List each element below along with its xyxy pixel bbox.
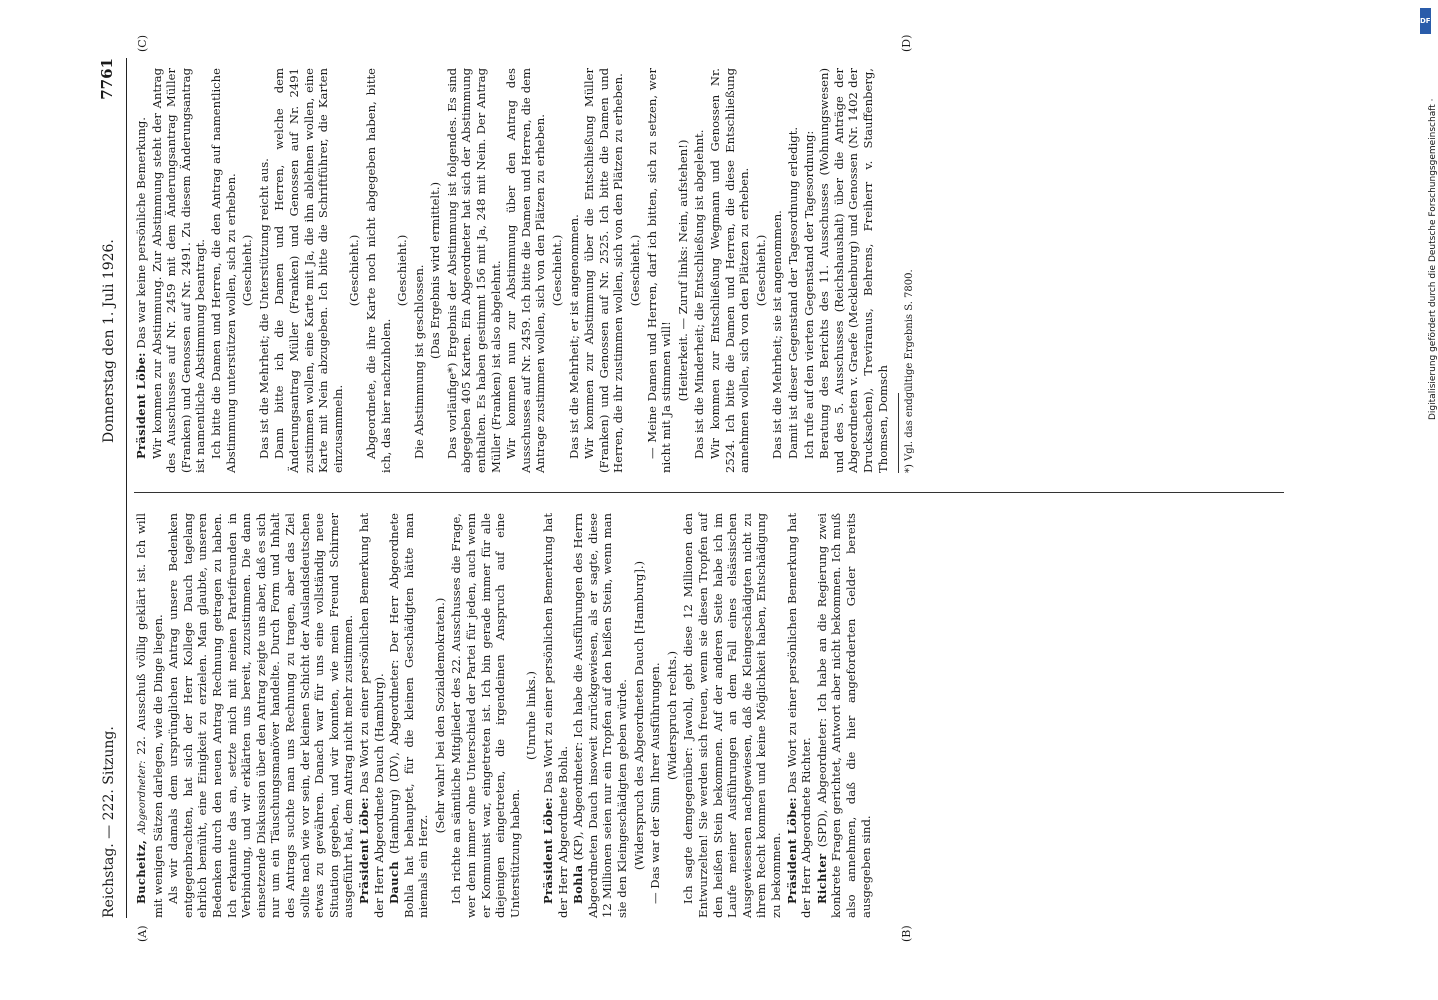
interjection: (Widerspruch rechts.) [664,651,679,780]
paragraph [770,68,785,473]
margin-letter-c: (C) [136,35,149,52]
paragraph [567,68,582,473]
paragraph-text: Die Abstimmung ist geschlossen. [411,264,426,459]
paragraph [817,68,890,473]
speech-paragraph [357,513,386,918]
paragraph [150,68,208,473]
paragraph-text: Beratung des Berichts des 11. Ausschusses (Wohnungswesen) und des 5. Ausschusses (Reichshaushalt) über die Anträge der Abgeordneten v. Graefe (Mecklenburg) und Genossen (Nr. 1402 der Drucksachen), Treviranus, Behrens, Freiherr v. Stauffenberg, Thomsen, Domsch [817,68,890,473]
paragraph-text: Dann bitte ich die Damen und Herren, welche dem Änderungsantrag Müller (Franken) und Genossen auf Nr. 2491 zustimmen wollen, eine Karte mit Ja, die ihn ablehnen wollen, eine Karte mit Nein abzugeben. Ich bitte die Schriftführer, die Karten einzusammeln. [272,68,345,473]
speaker-name: Präsident Löbe: [784,797,799,904]
paragraph-text: Das war keine persönliche Bemerkung. [134,117,148,349]
speaker-role: (KP), Abgeordneter: [571,741,586,861]
speaker-role: (Hamburg) (DV), Abgeordneter: [387,659,402,855]
speech-paragraph [134,513,165,918]
paragraph [708,68,752,473]
speaker-name: Präsident Löbe: [356,797,371,904]
paragraph-text: Wir kommen nun zur Abstimmung über den Antrag des Ausschusses auf Nr. 2459. Ich bitte die Damen und Herren, die dem Antrage zustimmen wollen, sich von den Plätzen zu erheben. [504,68,548,473]
paragraph [802,68,817,473]
paragraph [412,68,427,473]
paragraph-text: Das ist die Mehrheit; sie ist angenommen. [770,210,785,459]
paragraph-text: Das ist die Mehrheit; er ist angenommen. [566,214,581,459]
interjection: (Geschieht.) [240,234,255,307]
margin-letter-a: (A) [136,925,149,942]
interjection: (Widerspruch des Abgeordneten Dauch [Hamburg].) [631,560,646,871]
interjection: (Das Ergebnis wird ermittelt.) [428,181,443,360]
speech-paragraph [785,513,814,918]
paragraph [209,68,238,473]
interjection: (Unruhe links.) [524,671,539,760]
right-column-body [134,68,890,473]
paragraph-text: Ich rufe auf den vierten Gegenstand der Tagesordnung: [801,130,816,459]
paragraph-text: Wir kommen zur Entschließung Wegmann und Genossen Nr. 2524. Ich bitte die Damen und Herren, die diese Entschließung annehmen wollen, sich von den Plätzen zu erheben. [707,68,752,473]
footnote: *) Vgl. das endgültige Ergebnis S. 7800. [904,269,916,473]
speaker-name: Bucheitz, [134,839,148,904]
speech-paragraph [134,68,149,473]
interjection: (Geschieht.) [753,234,768,307]
speaker-name: Bohla [571,864,586,904]
paragraph [445,68,503,473]
margin-letter-d: (D) [900,34,913,52]
interjection: (Sehr wahr! bei den Sozialdemokraten.) [432,597,447,834]
speech-paragraph [387,513,431,918]
paragraph-text: Das vorläufige*) Ergebnis der Abstimmung ist folgendes. Es sind abgegeben 405 Karten. Ein Abgeordneter hat sich der Abstimmung enthalten. Es haben gestimmt 156 mit Ja, 248 mit Nein. Der Antrag Müller (Franken) ist also abgelehnt. [444,68,503,473]
paragraph-text: Ich bitte die Damen und Herren, die den Antrag auf namentliche Abstimmung unterstützen wollen, sich zu erheben. [208,68,238,473]
paragraph [582,68,626,473]
paragraph-text: Das ist die Minderheit; die Entschließung ist abgelehnt. [692,129,707,459]
header-session: Reichstag. — 222. Sitzung. [101,726,117,918]
paragraph-text: Der Herr Abgeordnete Bohla hat behauptet, für die kleinen Geschädigten hätte man niemals ein Herz. [387,512,431,918]
speaker-name: Präsident Löbe: [541,797,556,904]
interjection: (Geschieht.) [550,234,565,307]
digitization-credit [1412,8,1438,428]
paragraph [364,68,393,473]
paragraph-text: Ich sagte demgegenüber: Jawohl, gebt diese 12 Millionen den Entwurzelten! Sie werden sich freuen, wenn sie diesen Tropfen auf den heißen Stein bekommen. Auf der anderen Seite habe ich im Laufe meiner Ausführungen an dem Fall eines elsässischen Ausgewiesenen nachgewiesen, daß die Kleingeschädigten nicht zu ihrem Recht kommen und keine Möglichkeit haben, Entschädigung zu bekommen. [681,513,783,918]
header-rule [126,58,127,918]
paragraph [272,68,345,473]
header-date: Donnerstag den 1. Juli 1926. [101,239,117,443]
speech-paragraph [541,513,570,918]
margin-letter-b: (B) [900,925,913,942]
paragraph-text: Wir kommen zur Abstimmung über die Entschließung Müller (Franken) und Genossen auf Nr. 2525. Ich bitte die Damen und Herren, die ihr zustimmen wollen, sich von den Plätzen zu erheben. [582,68,626,473]
speech-paragraph [571,513,629,918]
speech-paragraph [815,513,873,918]
right-column [134,68,918,473]
rotated-page [98,34,1330,942]
speaker-role: (SPD), Abgeordneter: [814,717,829,848]
paragraph-text: Ich habe an die Regierung zwei konkrete Fragen gerichtet, Antwort aber nicht bekommen. Ich muß also annehmen, daß die hier angeforderten Gelder bereits ausgegeben sind. [814,512,873,918]
interjection: (Heiterkeit. — Zuruf links: Nein, aufstehen!) [675,139,690,402]
paragraph-text: Das Wort zu einer persönlichen Bemerkung hat der Herr Abgeordnete Dauch (Hamburg). [356,513,386,918]
paragraph [681,513,783,918]
paragraph [648,513,663,918]
speaker-role: Abgeordneter: [137,760,148,835]
speaker-name: Dauch [387,861,402,904]
left-column [134,513,874,918]
paragraph-text: Wir kommen zur Abstimmung. Zur Abstimmung steht der Antrag des Ausschusses auf Nr. 2459 mit dem Änderungsantrag Müller (Franken) und Genossen auf Nr. 2491. Zu diesem Änderungsantrag ist namentliche Abstimmung beantragt. [149,68,208,473]
speaker-name: Präsident Löbe: [134,352,148,459]
paragraph-text: Abgeordnete, die ihre Karte noch nicht abgegeben haben, bitte ich, das hier nachzuholen. [363,68,393,473]
paragraph-text: Ich habe die Ausführungen des Herrn Abgeordneten Dauch insoweit zurückgewiesen, als er sagte, diese 12 Millionen seien nur ein Tropfen auf den heißen Stein, wenn man sie den Kleingeschädigten geben würde. [571,512,629,918]
paragraph-text: Damit ist dieser Gegenstand der Tagesordnung erledigt. [785,126,800,459]
paragraph [786,68,801,473]
paragraph-text: — Meine Damen und Herren, darf ich bitten, sich zu setzen, wer nicht mit Ja stimmen will! [644,68,674,473]
interjection: (Geschieht.) [347,234,362,307]
paragraph [645,68,674,473]
interjection: (Geschieht.) [628,234,642,307]
footnote-rule [898,393,899,473]
paragraph-text: 22. Ausschuß völlig geklärt ist. Ich will mit wenigen Sätzen darlegen, wie die Dinge liegen. [134,512,165,918]
page-header [100,58,122,918]
paragraph [692,68,707,473]
dfg-logo: DFG [1420,8,1431,34]
paragraph-text: Als wir damals dem ursprünglichen Antrag unsere Bedenken entgegenbrachten, hat sich der Herr Kollege Dauch tagelang ehrlich bemüht, eine Einigkeit zu erzielen. Man glaubte, unseren Bedenken durch den neuen Antrag Rechnung getragen zu haben. Ich erkannte das an, setzte mich mit meinen Parteifreunden in Verbindung, und wir erklärten uns bereit, zuzustimmen. Die dann einsetzende Diskussion über den Antrag zeigte uns aber, daß es sich nur um ein Täuschungsmanöver handelte. Durch Form und Inhalt des Antrags suchte man uns Rechnung zu tragen, aber das Ziel sollte nach wie vor sein, der kleinen Schicht der Auslandsdeutschen etwas zu gewähren. Danach war für uns eine vollständig neue Situation gegeben, und wir konnten, wie mein Freund Schirmer ausgeführt hat, dem Antrag nicht mehr zustimmen. [166,513,356,918]
paragraph-text: Ich richte an sämtliche Mitglieder des 22. Ausschusses die Frage, wer denn immer ohne Unterschied der Partei für jeden, auch wenn er Kommunist war, eingetreten ist. Ich bin gerade immer für alle diejenigen eingetreten, die irgendeinen Anspruch auf eine Unterstützung haben. [449,513,522,918]
paragraph-text: Das Wort zu einer persönlichen Bemerkung hat der Herr Abgeordnete Richter. [784,513,814,918]
digitization-credit-text: Digitalisierung gefördert durch die Deutsche Forschungsgemeinschaft · [1428,98,1438,420]
paragraph-text: Das ist die Mehrheit; die Unterstützung reicht aus. [256,158,271,459]
speaker-name: Richter [814,853,829,904]
page-number: 7761 [98,58,116,100]
paragraph [504,68,548,473]
paragraph [449,513,522,918]
paragraph [257,68,272,473]
interjection: (Geschieht.) [395,234,410,307]
paragraph-text: — Das war der Sinn Ihrer Ausführungen. [648,662,663,904]
column-divider [134,492,1284,493]
paragraph-text: Das Wort zu einer persönlichen Bemerkung hat der Herr Abgeordnete Bohla. [541,513,570,918]
paragraph [166,513,356,918]
